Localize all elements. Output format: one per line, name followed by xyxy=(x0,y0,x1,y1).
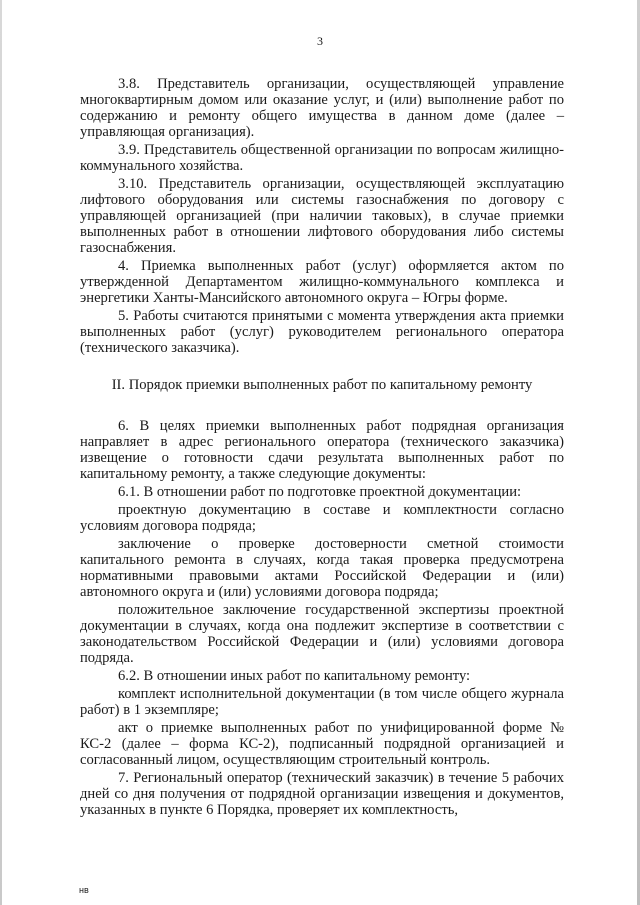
paragraph-6-1: 6.1. В отношении работ по подготовке проектной документации: xyxy=(118,484,522,500)
paragraph-4: 4. Приемка выполненных работ (услуг) оформляется актом по утвержденной Департаментом жилищно-коммунального комплекса и энергетики Ханты-Мансийского автономного округа – Югры форме. xyxy=(80,258,564,306)
paragraph-6: 6. В целях приемки выполненных работ подрядная организация направляет в адрес регионального оператора (технического заказчика) извещение о готовности сдачи результата выполненных работ по капитальному ремонту, а также следующие документы: xyxy=(80,418,564,482)
paragraph-3-10: 3.10. Представитель организации, осуществляющей эксплуатацию лифтового оборудования или системы газоснабжения по договору с управляющей организацией (при наличии таковых), в случае приемки выполненных работ в отношении лифтового оборудования либо системы газоснабжения. xyxy=(80,176,564,256)
section-heading: II. Порядок приемки выполненных работ по капитальному ремонту xyxy=(111,377,533,393)
list-item-state-expertise: положительное заключение государственной экспертизы проектной документации в случаях, когда она подлежит экспертизе в соответствии с законодательством Российской Федерации и (или) условиями договора подряда. xyxy=(80,602,564,666)
list-item-project-docs: проектную документацию в составе и комплектности согласно условиям договора подряда; xyxy=(80,502,564,534)
paragraph-6-2: 6.2. В отношении иных работ по капитальному ремонту: xyxy=(118,668,471,684)
paragraph-3-9: 3.9. Представитель общественной организации по вопросам жилищно-коммунального хозяйства. xyxy=(80,142,564,174)
scan-edge-left xyxy=(0,0,2,905)
list-item-estimate-conclusion: заключение о проверке достоверности сметной стоимости капитального ремонта в случаях, когда такая проверка предусмотрена нормативными правовыми актами Российской Федерации и (или) автономного округа и (или) условиями договора подряда; xyxy=(80,536,564,600)
footer-mark: нв xyxy=(79,885,89,895)
page-number: 3 xyxy=(317,34,323,48)
document-body xyxy=(80,76,564,820)
paragraph-3-8: 3.8. Представитель организации, осуществляющей управление многоквартирным домом или оказание услуг, и (или) выполнение работ по содержанию и ремонту общего имущества в данном доме (далее – управляющая организация). xyxy=(80,76,564,140)
list-item-ks2-act: акт о приемке выполненных работ по унифицированной форме № КС-2 (далее – форма КС-2), подписанный подрядной организацией и согласованный лицом, осуществляющим строительный контроль. xyxy=(80,720,564,768)
list-item-executive-docs: комплект исполнительной документации (в том числе общего журнала работ) в 1 экземпляре; xyxy=(80,686,564,718)
paragraph-7: 7. Региональный оператор (технический заказчик) в течение 5 рабочих дней со дня получения от подрядной организации извещения и документов, указанных в пункте 6 Порядка, проверяет их комплектность, xyxy=(80,770,564,818)
paragraph-5: 5. Работы считаются принятыми с момента утверждения акта приемки выполненных работ (услуг) руководителем регионального оператора (технического заказчика). xyxy=(80,308,564,356)
